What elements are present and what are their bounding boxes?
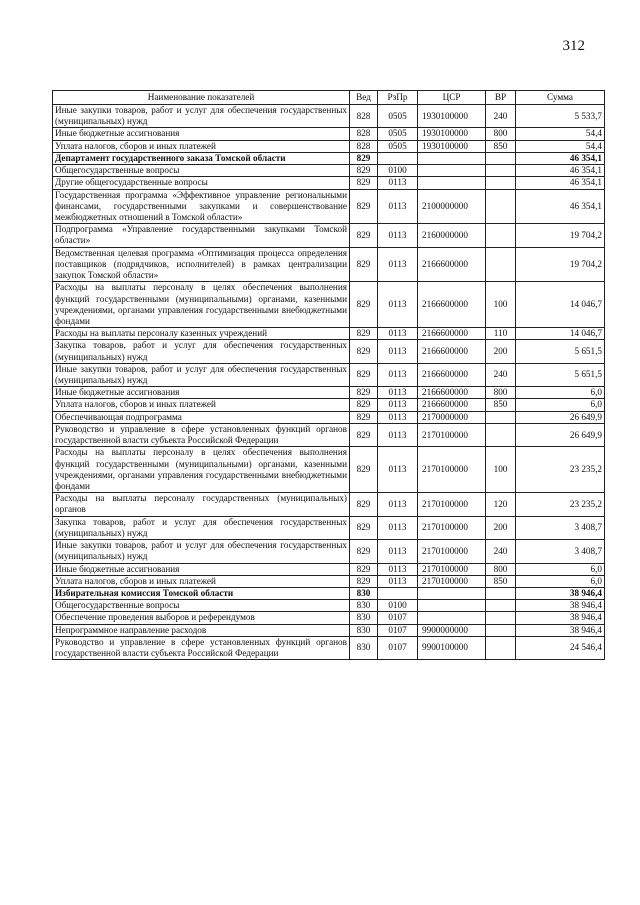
cell-ved: 830 [350,612,378,624]
table-row [53,587,605,599]
cell-vr: 200 [486,340,516,363]
table-row [53,540,605,563]
cell-rzpr: 0113 [378,575,418,587]
cell-name: Руководство и управление в сфере установленных функций органов государственной власти субъекта Российской Федерации [53,423,350,446]
cell-name: Департамент государственного заказа Томской области [53,152,350,164]
cell-rzpr: 0113 [378,540,418,563]
header-name: Наименование показателей [53,91,350,105]
cell-vr: 800 [486,387,516,399]
table-row [53,516,605,539]
cell-ved: 829 [350,516,378,539]
cell-name: Непрограммное направление расходов [53,624,350,636]
cell-ved: 829 [350,282,378,328]
table-row [53,575,605,587]
cell-sum: 54,4 [516,140,605,152]
cell-sum: 14 046,7 [516,328,605,340]
cell-name: Иные бюджетные ассигнования [53,128,350,140]
cell-csr: 2166600000 [418,282,486,328]
cell-name: Общегосударственные вопросы [53,165,350,177]
cell-sum: 26 649,9 [516,411,605,423]
cell-ved: 829 [350,247,378,282]
cell-ved: 829 [350,399,378,411]
table-row [53,152,605,164]
cell-vr [486,624,516,636]
cell-name: Иные закупки товаров, работ и услуг для обеспечения государственных (муниципальных) нужд [53,363,350,386]
cell-rzpr: 0505 [378,128,418,140]
cell-vr [486,612,516,624]
cell-csr: 2170100000 [418,493,486,516]
table-row [53,423,605,446]
cell-ved: 829 [350,447,378,493]
header-rzpr: РзПр [378,91,418,105]
cell-csr: 2166600000 [418,363,486,386]
cell-rzpr: 0113 [378,247,418,282]
header-sum: Сумма [516,91,605,105]
cell-csr: 2160000000 [418,224,486,247]
table-row [53,165,605,177]
cell-rzpr: 0505 [378,105,418,128]
cell-vr: 240 [486,363,516,386]
cell-ved: 828 [350,128,378,140]
cell-sum: 23 235,2 [516,493,605,516]
cell-sum: 38 946,4 [516,624,605,636]
table-row [53,624,605,636]
page-number: 312 [562,38,585,54]
cell-name: Закупка товаров, работ и услуг для обеспечения государственных (муниципальных) нужд [53,340,350,363]
cell-ved: 830 [350,624,378,636]
table-row [53,563,605,575]
cell-csr [418,152,486,164]
table-row [53,105,605,128]
cell-csr: 1930100000 [418,140,486,152]
cell-vr: 100 [486,282,516,328]
cell-rzpr: 0113 [378,282,418,328]
table-row [53,340,605,363]
cell-sum: 6,0 [516,563,605,575]
cell-name: Уплата налогов, сборов и иных платежей [53,140,350,152]
table-row [53,282,605,328]
cell-sum: 5 651,5 [516,363,605,386]
cell-name: Расходы на выплаты персоналу государственных (муниципальных) органов [53,493,350,516]
cell-name: Ведомственная целевая программа «Оптимизация процесса определения поставщиков (подрядчиков, исполнителей) в рамках централизации закупок Томской области» [53,247,350,282]
cell-vr: 850 [486,140,516,152]
cell-rzpr: 0100 [378,165,418,177]
cell-name: Расходы на выплаты персоналу казенных учреждений [53,328,350,340]
cell-vr [486,165,516,177]
cell-ved: 829 [350,540,378,563]
cell-rzpr: 0113 [378,387,418,399]
cell-sum: 38 946,4 [516,600,605,612]
table-row [53,493,605,516]
cell-ved: 829 [350,493,378,516]
cell-vr [486,636,516,659]
cell-ved: 829 [350,189,378,224]
table-row [53,363,605,386]
cell-ved: 828 [350,105,378,128]
cell-rzpr [378,587,418,599]
cell-csr: 2170100000 [418,563,486,575]
cell-rzpr: 0113 [378,399,418,411]
cell-vr [486,587,516,599]
cell-ved: 829 [350,152,378,164]
cell-csr: 2170000000 [418,411,486,423]
cell-name: Иные бюджетные ассигнования [53,387,350,399]
cell-sum: 24 546,4 [516,636,605,659]
cell-csr: 2170100000 [418,447,486,493]
cell-ved: 829 [350,411,378,423]
cell-csr [418,165,486,177]
cell-sum: 46 354,1 [516,152,605,164]
cell-name: Обеспечивающая подпрограмма [53,411,350,423]
cell-rzpr [378,152,418,164]
table-row [53,177,605,189]
cell-vr: 110 [486,328,516,340]
cell-ved: 829 [350,423,378,446]
cell-vr [486,423,516,446]
cell-ved: 829 [350,575,378,587]
cell-name: Обеспечение проведения выборов и референдумов [53,612,350,624]
header-csr: ЦСР [418,91,486,105]
cell-rzpr: 0113 [378,340,418,363]
table-row [53,128,605,140]
cell-name: Подпрограмма «Управление государственными закупками Томской области» [53,224,350,247]
cell-sum: 5 533,7 [516,105,605,128]
cell-ved: 829 [350,177,378,189]
cell-rzpr: 0113 [378,189,418,224]
cell-name: Общегосударственные вопросы [53,600,350,612]
table-row [53,140,605,152]
cell-csr: 9900100000 [418,636,486,659]
cell-ved: 830 [350,636,378,659]
cell-sum: 6,0 [516,399,605,411]
cell-csr: 2170100000 [418,540,486,563]
cell-name: Закупка товаров, работ и услуг для обеспечения государственных (муниципальных) нужд [53,516,350,539]
cell-name: Руководство и управление в сфере установленных функций органов государственной власти субъекта Российской Федерации [53,636,350,659]
table-row [53,387,605,399]
cell-name: Уплата налогов, сборов и иных платежей [53,399,350,411]
cell-vr: 120 [486,493,516,516]
cell-vr [486,224,516,247]
cell-rzpr: 0113 [378,516,418,539]
budget-table [52,90,605,660]
cell-rzpr: 0113 [378,423,418,446]
cell-rzpr: 0113 [378,493,418,516]
cell-vr [486,411,516,423]
table-row [53,399,605,411]
header-ved: Вед [350,91,378,105]
cell-rzpr: 0100 [378,600,418,612]
cell-rzpr: 0113 [378,177,418,189]
cell-rzpr: 0113 [378,363,418,386]
header-vr: ВР [486,91,516,105]
table-row [53,247,605,282]
cell-name: Иные закупки товаров, работ и услуг для обеспечения государственных (муниципальных) нужд [53,105,350,128]
cell-sum: 46 354,1 [516,189,605,224]
cell-csr [418,612,486,624]
cell-vr: 240 [486,105,516,128]
cell-vr [486,247,516,282]
cell-ved: 830 [350,600,378,612]
cell-rzpr: 0107 [378,612,418,624]
cell-ved: 829 [350,224,378,247]
cell-vr: 100 [486,447,516,493]
cell-vr: 200 [486,516,516,539]
cell-rzpr: 0113 [378,411,418,423]
cell-rzpr: 0505 [378,140,418,152]
cell-vr [486,189,516,224]
cell-name: Уплата налогов, сборов и иных платежей [53,575,350,587]
cell-sum: 23 235,2 [516,447,605,493]
cell-csr [418,177,486,189]
cell-sum: 3 408,7 [516,516,605,539]
cell-sum: 38 946,4 [516,587,605,599]
cell-name: Расходы на выплаты персоналу в целях обеспечения выполнения функций государственными (муниципальными) органами, казенными учреждениями, органами управления государственными внебюджетными фондами [53,282,350,328]
cell-rzpr: 0113 [378,563,418,575]
cell-csr: 2170100000 [418,423,486,446]
cell-csr: 2100000000 [418,189,486,224]
cell-ved: 829 [350,563,378,575]
cell-ved: 829 [350,387,378,399]
cell-rzpr: 0113 [378,224,418,247]
cell-name: Другие общегосударственные вопросы [53,177,350,189]
cell-name: Расходы на выплаты персоналу в целях обеспечения выполнения функций государственными (муниципальными) органами, казенными учреждениями, органами управления государственными внебюджетными фондами [53,447,350,493]
cell-vr: 240 [486,540,516,563]
cell-ved: 829 [350,340,378,363]
cell-csr: 2166600000 [418,387,486,399]
cell-vr [486,177,516,189]
cell-sum: 6,0 [516,387,605,399]
cell-sum: 14 046,7 [516,282,605,328]
cell-ved: 829 [350,165,378,177]
cell-ved: 830 [350,587,378,599]
cell-ved: 829 [350,328,378,340]
cell-csr [418,600,486,612]
cell-csr: 1930100000 [418,128,486,140]
cell-csr: 2166600000 [418,340,486,363]
cell-csr: 2166600000 [418,328,486,340]
cell-vr: 800 [486,563,516,575]
table-row [53,189,605,224]
cell-csr [418,587,486,599]
cell-vr [486,152,516,164]
cell-name: Иные закупки товаров, работ и услуг для обеспечения государственных (муниципальных) нужд [53,540,350,563]
cell-rzpr: 0107 [378,636,418,659]
cell-vr [486,600,516,612]
table-row [53,224,605,247]
cell-csr: 2166600000 [418,247,486,282]
cell-sum: 26 649,9 [516,423,605,446]
table-row [53,328,605,340]
cell-sum: 19 704,2 [516,247,605,282]
cell-ved: 828 [350,140,378,152]
cell-vr: 800 [486,128,516,140]
cell-name: Иные бюджетные ассигнования [53,563,350,575]
cell-sum: 46 354,1 [516,165,605,177]
table-body [53,105,605,660]
cell-csr: 1930100000 [418,105,486,128]
cell-sum: 5 651,5 [516,340,605,363]
cell-vr: 850 [486,575,516,587]
table-header-row [53,91,605,105]
cell-sum: 3 408,7 [516,540,605,563]
cell-csr: 9900000000 [418,624,486,636]
table-row [53,411,605,423]
cell-name: Государственная программа «Эффективное управление региональными финансами, государственными закупками и совершенствование межбюджетных отношений в Томской области» [53,189,350,224]
cell-csr: 2170100000 [418,516,486,539]
table-row [53,612,605,624]
cell-sum: 54,4 [516,128,605,140]
cell-sum: 46 354,1 [516,177,605,189]
cell-rzpr: 0113 [378,447,418,493]
cell-csr: 2166600000 [418,399,486,411]
cell-name: Избирательная комиссия Томской области [53,587,350,599]
cell-sum: 19 704,2 [516,224,605,247]
cell-sum: 6,0 [516,575,605,587]
cell-ved: 829 [350,363,378,386]
cell-vr: 850 [486,399,516,411]
cell-csr: 2170100000 [418,575,486,587]
table-row [53,636,605,659]
cell-rzpr: 0113 [378,328,418,340]
table-row [53,447,605,493]
cell-sum: 38 946,4 [516,612,605,624]
cell-rzpr: 0107 [378,624,418,636]
table-row [53,600,605,612]
